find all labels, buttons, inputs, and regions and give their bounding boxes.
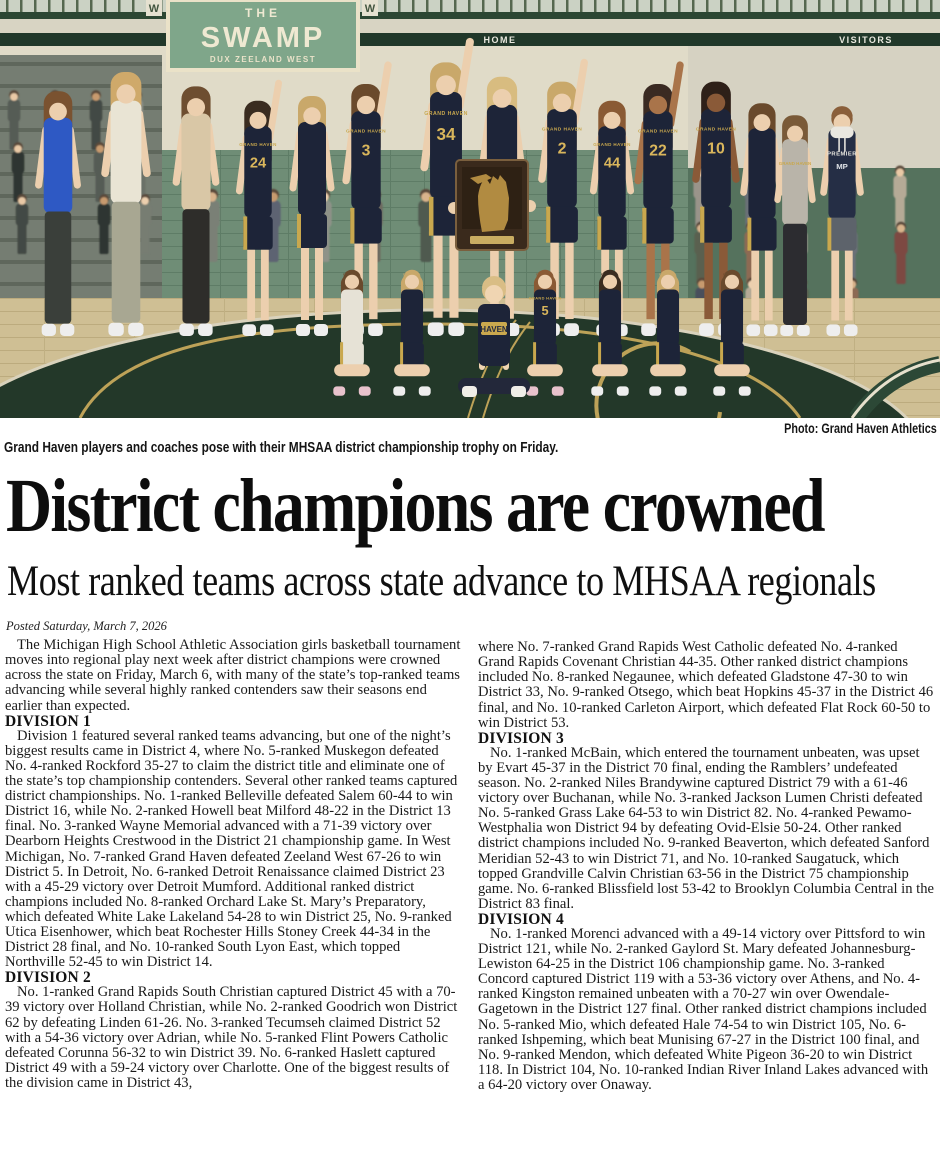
jersey-number: 5 xyxy=(541,303,549,318)
headline: District champions are crowned xyxy=(6,464,824,548)
body-paragraph: No. 1-ranked Grand Rapids South Christian captured District 45 with a 70-39 victory over Holland Christian, while No. 2-ranked Goodrich won District 62 by defeating Linden 61-26. No. 3-ranked Tecumseh claimed District 52 with a 54-36 victory over Adrian, while No. 5-ranked Flint Powers Catholic defeated Corunna 56-32 to win District 39. No. 6-ranked Haslett captured District 49 with a 59-24 victory over Charlotte. One of the biggest results of the division came in District 43, xyxy=(5,984,458,1091)
jersey-number: 2 xyxy=(557,140,567,158)
swamp-banner xyxy=(146,0,378,70)
banner-swamp-label: SWAMP xyxy=(200,22,326,54)
championship-trophy xyxy=(448,160,536,250)
banner-the-label: THE xyxy=(245,6,281,20)
photo-caption: Grand Haven players and coaches pose with their MHSAA district championship trophy on Friday. xyxy=(4,440,559,456)
body-paragraph: The Michigan High School Athletic Association girls basketball tournament moves into regional play next week after district champions were crowned across the state on Friday, March 6, with many of the state’s top-ranked teams advancing while several highly ranked contenders saw their seasons end earlier than expected. xyxy=(5,637,461,714)
body-paragraph: No. 1-ranked Morenci advanced with a 49-14 victory over Pittsford to win District 121, while No. 2-ranked Gaylord St. Mary defeated Johannesburg-Lewiston 64-25 in the District 106 championship game. No. 3-ranked Concord captured District 119 with a 53-36 victory over Athens, and No. 4-ranked Kingston remained unbeaten with a 70-27 win over Owendale-Gagetown in the District 127 final. Other ranked district champions included No. 5-ranked Mio, which defeated Hale 74-54 to win District 105, No. 6-ranked Ishpeming, which beat Munising 67-27 in the District 100 final, and No. 9-ranked Mendon, which defeated White Pigeon 36-20 to win District 118. In District 104, No. 10-ranked Indian River Inland Lakes advanced with a 64-20 victory over Onaway. xyxy=(478,925,929,1093)
banner-sub-label: DUX ZEELAND WEST xyxy=(209,55,317,64)
jersey-number: 44 xyxy=(603,155,621,172)
article-body xyxy=(5,619,935,1093)
team-photo xyxy=(0,0,940,418)
hoodie-logo: MP xyxy=(836,162,848,172)
jersey-number: 34 xyxy=(436,124,456,144)
division-heading: DIVISION 1 xyxy=(5,712,91,730)
scoreboard-home-label: HOME xyxy=(483,35,517,45)
division-heading: DIVISION 2 xyxy=(5,969,91,987)
jersey-wordmark: GRAND HAVEN xyxy=(345,129,387,135)
jersey-wordmark: GRAND HAVEN xyxy=(239,141,277,147)
jersey-wordmark: GRAND HAVEN xyxy=(637,129,679,135)
article-column-right xyxy=(478,638,935,1093)
division-heading: DIVISION 4 xyxy=(478,910,564,928)
kid-jersey-text: HAVEN xyxy=(480,325,508,334)
body-paragraph: Division 1 featured several ranked teams advancing, but one of the night’s biggest results came in District 4, where No. 5-ranked Muskegon defeated No. 4-ranked Rockford 35-27 to claim the district title and eliminate one of the state’s top championship contenders. Several other ranked teams captured district championships. No. 1-ranked Belleville defeated Salem 60-44 to win District 16, while No. 2-ranked Howell beat Milford 48-22 in the District 13 final. No. 3-ranked Wayne Memorial advanced with a 71-39 victory over Dearborn Heights Crestwood in the District 21 championship game. In West Michigan, No. 7-ranked Grand Haven defeated Zeeland West 67-26 to win District 5. In Detroit, No. 6-ranked Detroit Renaissance claimed District 23 with a 45-29 victory over Detroit Mumford. Additional ranked district champions included No. 8-ranked Orchard Lake St. Mary’s Preparatory, which defeated White Lake Lakeland 54-28 to win District 25, No. 9-ranked Utica Eisenhower, which beat Rochester Hills Stoney Creek 44-34 in the District 28 final, and No. 10-ranked South Lyon East, which topped Northville 52-45 to win District 14. xyxy=(5,727,458,971)
jersey-wordmark: GRAND HAVEN xyxy=(695,127,737,133)
jersey-wordmark: GRAND HAVEN xyxy=(541,127,583,133)
jersey-wordmark: GRAND HAVEN xyxy=(424,110,468,117)
body-paragraph: where No. 7-ranked Grand Rapids West Catholic defeated No. 4-ranked Grand Rapids Covenant Christian 44-35. Other ranked district champions included No. 8-ranked Negaunee, which defeated Gladstone 47-30 to win District 33, No. 9-ranked Otsego, which beat Hopkins 45-37 in the District 46 final, and No. 10-ranked Carleton Airport, which defeated Flat Rock 60-50 to win District 53. xyxy=(478,639,934,731)
jersey-number: 10 xyxy=(707,140,725,158)
article-column-left xyxy=(5,638,462,1093)
scoreboard-visitors-label: VISITORS xyxy=(839,35,893,45)
hoodie-text: PREMIER xyxy=(827,151,857,158)
jersey-wordmark: GRAND HAVEN xyxy=(593,141,631,147)
photo-credit: Photo: Grand Haven Athletics xyxy=(784,421,937,436)
jersey-number: 22 xyxy=(649,142,667,160)
wall-mark-left: W xyxy=(148,3,160,15)
jersey-number: 24 xyxy=(249,155,267,172)
sweater-text: GRAND HAVEN xyxy=(778,160,812,166)
jersey-wordmark: GRAND HAVEN xyxy=(528,295,562,301)
jersey-number: 3 xyxy=(361,142,371,160)
body-paragraph: No. 1-ranked McBain, which entered the tournament unbeaten, was upset by Evart 45-37 in the District 70 final, ending the Ramblers’ undefeated season. No. 2-ranked Niles Brandywine captured District 79 with a 61-46 victory over Buchanan, while No. 3-ranked Jackson Lumen Christi defeated No. 5-ranked Grass Lake 64-53 to win District 82. No. 4-ranked Pewamo-Westphalia won District 94 by defeating Ovid-Elsie 50-24. Other ranked district champions included No. 9-ranked Beaverton, which defeated Sanford Meridian 52-43 to win District 71, and No. 10-ranked Saugatuck, which topped Grandville Calvin Christian 63-56 in the District 75 championship game. No. 6-ranked Blissfield lost 53-42 to Brooklyn Columbia Central in the District 83 final. xyxy=(478,744,934,912)
wall-mark-right: W xyxy=(364,3,376,15)
subheadline: Most ranked teams across state advance to MHSAA regionals xyxy=(7,558,876,606)
dateline: Posted Saturday, March 7, 2026 xyxy=(6,619,167,634)
division-heading: DIVISION 3 xyxy=(478,729,564,747)
team-photo-illustration xyxy=(0,0,940,418)
